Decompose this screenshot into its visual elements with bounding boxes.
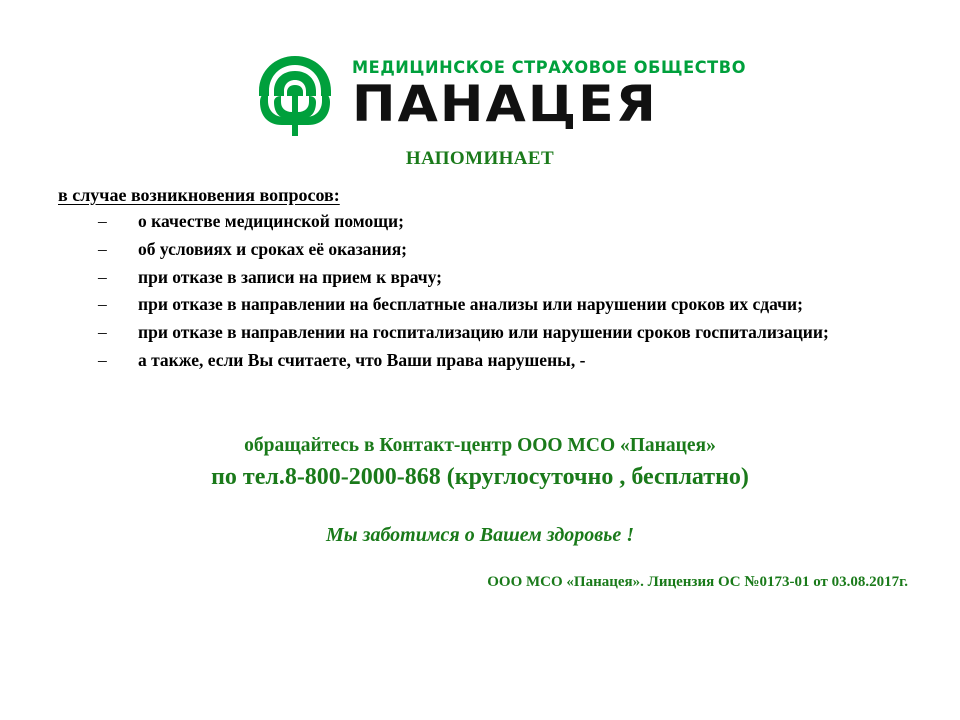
phone-number-line: по тел.8-800-2000-868 (круглосуточно , бесплатно) [211,464,749,490]
dash-bullet-icon: – [98,211,107,231]
list-item-text: при отказе в направлении на бесплатные анализы или нарушении сроков их сдачи; [138,294,803,315]
list-item-text: при отказе в направлении на госпитализацию или нарушении сроков госпитализации; [138,322,829,342]
license-footer: ООО МСО «Панацея». Лицензия ОС №0173-01 от 03.08.2017г. [487,574,908,590]
dash-bullet-icon: – [98,349,107,370]
list-item [98,321,918,344]
list-item-text: о качестве медицинской помощи; [138,211,404,231]
list-item-text: при отказе в записи на прием к врачу; [138,266,442,287]
logo-brand-name: ПАНАЦЕЯ [352,74,658,133]
dash-bullet-icon: – [98,322,107,342]
list-item [98,210,918,233]
headline-napominaet: НАПОМИНАЕТ [405,148,555,169]
logo-tagline: МЕДИЦИНСКОЕ СТРАХОВОЕ ОБЩЕСТВО [352,58,747,78]
list-item [98,349,918,372]
list-item [98,293,918,316]
contact-center-line: обращайтесь в Контакт-центр ООО МСО «Панацея» [244,435,716,456]
slogan: Мы заботимся о Вашем здоровье ! [325,524,635,546]
company-logo [252,46,747,142]
dash-bullet-icon: – [98,266,107,287]
dash-bullet-icon: – [98,238,107,259]
list-item-text: а также, если Вы считаете, что Ваши права нарушены, - [138,349,586,370]
list-item [98,266,918,289]
list-item-text: об условиях и сроках её оказания; [138,238,407,259]
intro-line: в случае возникновения вопросов: [58,185,340,205]
panacea-flower-emblem-icon [252,50,338,138]
list-item [98,238,918,261]
reasons-list [98,210,918,377]
logo-wordmark [352,58,754,133]
dash-bullet-icon: – [98,294,107,315]
